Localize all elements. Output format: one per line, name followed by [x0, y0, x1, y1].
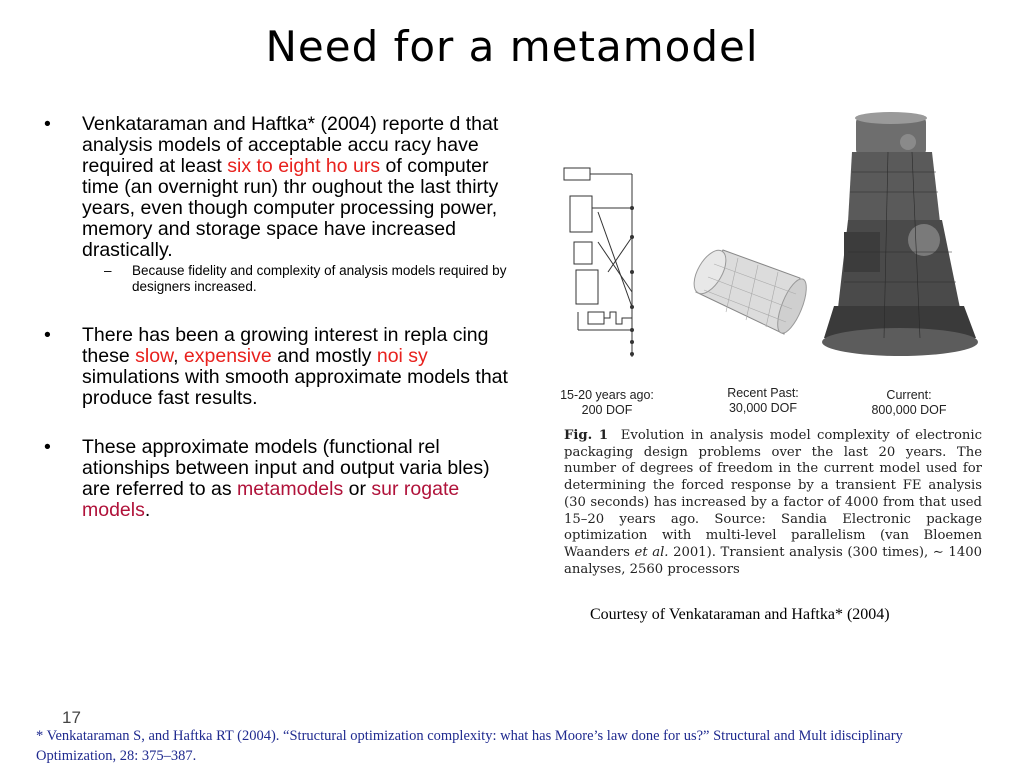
figure-caption-etal: et al. — [634, 544, 669, 560]
sub-bullet-1 — [88, 263, 522, 295]
page-title: Need for a metamodel — [265, 22, 759, 71]
mesh-model-drawing — [688, 245, 813, 336]
highlight-metamodels: metamodels — [237, 478, 344, 500]
figure-image — [548, 112, 984, 594]
page-number: 17 — [62, 708, 81, 727]
or-text: or — [343, 478, 372, 500]
satellite-model-drawing — [822, 112, 978, 356]
highlight-slow: slow — [135, 345, 174, 367]
footnote-reference: * Venkataraman S, and Haftka RT (2004). “Structural optimization complexity: what has Moore’s law done for us?” Structural and Mult idisciplinary Optimization, 28: 375–387. — [36, 728, 903, 764]
highlight-expensive: expensive — [183, 345, 272, 367]
bullet-2 — [44, 325, 514, 409]
bullet-2-text-c: simulations with smooth approximate models that produce fast results. — [82, 366, 508, 409]
bullet-1-text-b: of computer time (an overnight run) thr oughout the last thirty years, even though computer processing power, memory and storage space have increased drastically. — [82, 155, 499, 261]
period: . — [144, 499, 151, 521]
bullet-3-text-a: These approximate models (functional rel ationships between input and output varia bles) are referred to as — [82, 436, 490, 500]
bullet-2-text-b: and mostly — [271, 345, 377, 367]
label-recent-period: Recent Past: — [727, 386, 799, 400]
bullet-1 — [44, 114, 514, 261]
label-old-period: 15-20 years ago: — [560, 388, 654, 402]
figure-label-current — [854, 388, 964, 418]
bullet-2-text-a: There has been a growing interest in repla cing these — [82, 324, 489, 367]
highlight-noisy: noi sy — [376, 345, 428, 367]
model-evolution-illustration — [548, 112, 984, 402]
figure-caption-end: 2001). Transient analysis (300 times), ∼ 1400 analyses, 2560 processors — [564, 544, 982, 577]
bullet-3 — [44, 437, 514, 521]
label-recent-dof: 30,000 DOF — [728, 401, 798, 415]
bullet-dot-icon: • — [44, 113, 51, 135]
comma: , — [173, 345, 184, 367]
figure-caption-label: Fig. 1 — [564, 428, 609, 443]
figure-caption — [564, 428, 982, 578]
bullet-dot-icon: • — [44, 436, 51, 458]
dash-icon: – — [104, 263, 112, 278]
bullet-dot-icon: • — [44, 324, 51, 346]
bullet-list — [44, 114, 514, 521]
figure-label-old — [548, 388, 666, 418]
label-current-period: Current: — [886, 388, 932, 402]
figure-label-recent — [708, 386, 818, 416]
label-old-dof: 200 DOF — [581, 403, 633, 417]
label-current-dof: 800,000 DOF — [871, 403, 947, 417]
bullet-1-highlight: six to eight ho urs — [227, 155, 381, 177]
schematic-drawing — [564, 168, 632, 357]
courtesy-note: Courtesy of Venkataraman and Haftka* (2004) — [590, 606, 890, 623]
sub-bullet-1-text: Because fidelity and complexity of analysis models required by designers increased. — [132, 263, 507, 294]
figure-caption-body: Evolution in analysis model complexity of electronic packaging design problems over the last 20 years. The number of degrees of freedom in the current model used for determining the forced response by a transient FE analysis (30 seconds) has increased by a factor of 4000 from that used 15–20 years ago. Source: Sandia Electronic package optimization with multi-level parallelism (van Bloemen Waanders — [564, 428, 982, 560]
bullet-1-text-a: Venkataraman and Haftka* (2004) reporte d that analysis models of acceptable accu racy have required at least — [82, 113, 499, 177]
highlight-surrogate-models: sur rogate models — [82, 478, 460, 521]
